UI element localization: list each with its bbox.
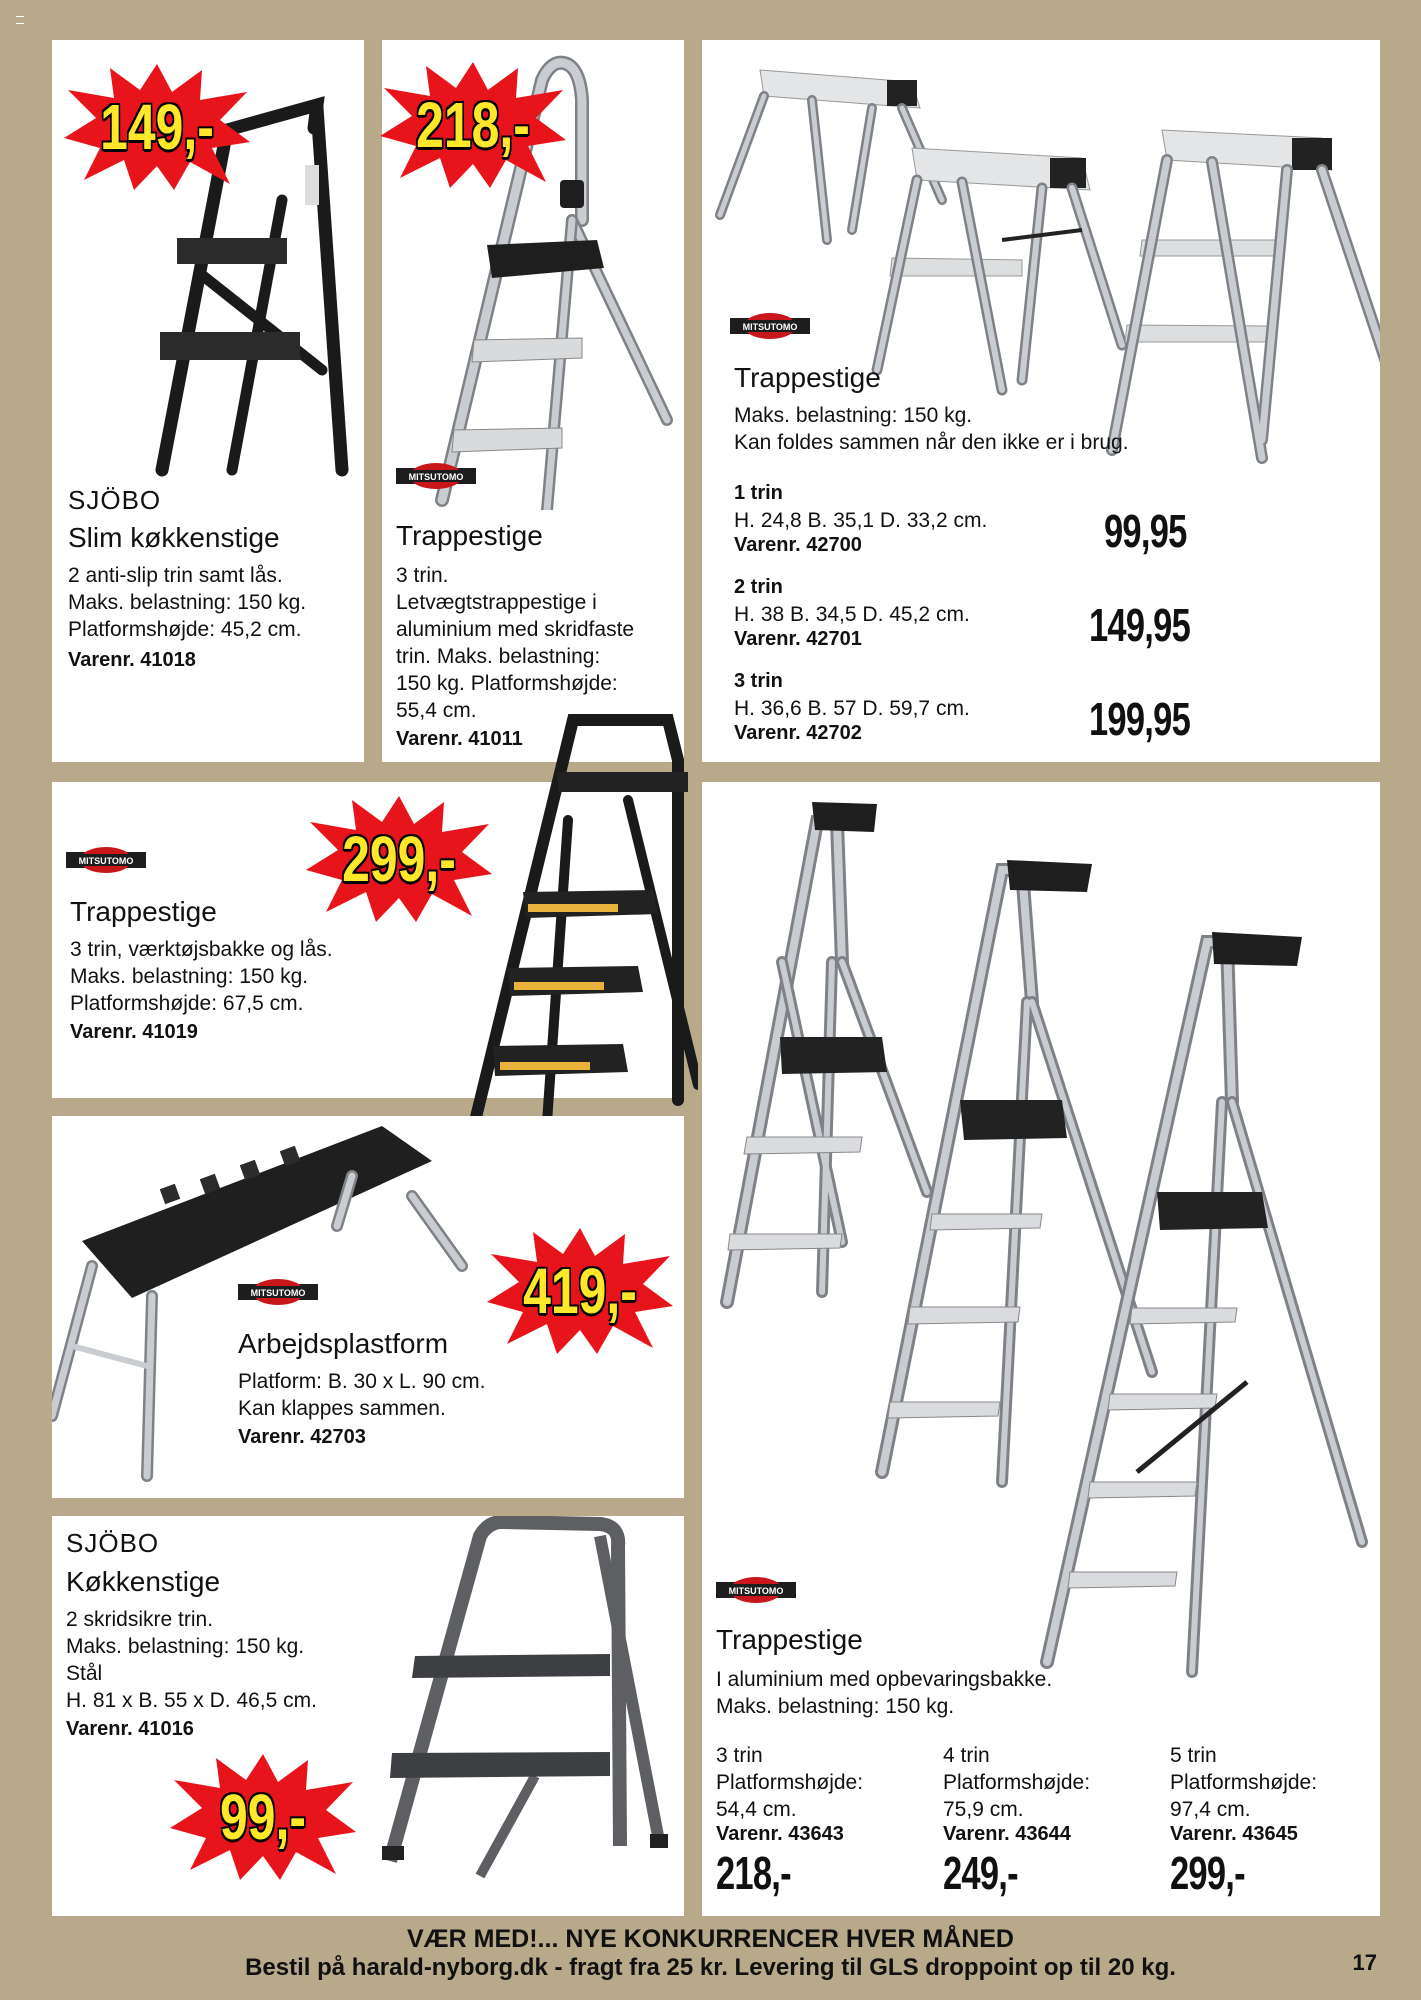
desc-line: Maks. belastning: 150 kg.: [66, 1635, 305, 1658]
variant-name: 2 trin: [734, 576, 783, 598]
svg-text:MITSUTOMO: MITSUTOMO: [742, 322, 798, 332]
desc-line: Letvægtstrappestige i: [396, 591, 597, 614]
variant-label: Platformshøjde:: [716, 1771, 864, 1794]
desc-line: Maks. belastning: 150 kg.: [734, 404, 973, 427]
mitsutomo-logo: [730, 308, 810, 347]
variant-3-trin: [734, 668, 1354, 758]
price: 299,-: [342, 823, 456, 895]
desc-line: trin. Maks. belastning:: [396, 645, 601, 668]
svg-text:MITSUTOMO: MITSUTOMO: [250, 1288, 306, 1298]
ladder-images-alu: [702, 782, 1380, 1682]
product-title: Køkkenstige: [66, 1566, 221, 1597]
brand-sjobo: SJÖBO: [66, 1528, 160, 1558]
item-number: Varenr. 42703: [238, 1426, 366, 1448]
product-description: [716, 1666, 1052, 1720]
price-burst-tool: [304, 794, 494, 924]
price: 149,95: [1089, 599, 1191, 651]
item-number: Varenr. 42701: [734, 628, 862, 650]
desc-line: 3 trin.: [396, 564, 449, 587]
product-panel-stool: [702, 40, 1380, 762]
price: 149,-: [100, 91, 214, 163]
desc-line: Platform: B. 30 x L. 90 cm.: [238, 1370, 486, 1393]
product-title: Trappestige: [396, 520, 543, 551]
ladder-image-tool: [448, 700, 698, 1180]
item-number: Varenr. 41016: [66, 1718, 194, 1740]
item-number: Varenr. 41018: [68, 649, 196, 671]
variant-3-trin: [716, 1742, 926, 1900]
variant-name: 5 trin: [1170, 1744, 1217, 1767]
product-title: Trappestige: [70, 896, 217, 927]
variant-name: 4 trin: [943, 1744, 990, 1767]
variant-dims: H. 36,6 B. 57 D. 59,7 cm.: [734, 697, 970, 720]
variant-name: 1 trin: [734, 482, 783, 504]
product-title: Slim køkkenstige: [68, 522, 280, 553]
ladder-image-kitchen: [370, 1516, 670, 1896]
price: 249,-: [943, 1847, 1018, 1899]
desc-line: Maks. belastning: 150 kg.: [68, 591, 307, 614]
product-description: [734, 402, 1129, 456]
product-description: [68, 562, 306, 674]
svg-text:MITSUTOMO: MITSUTOMO: [728, 1586, 784, 1596]
price: 218,-: [416, 89, 530, 161]
item-number: Varenr. 42700: [734, 534, 862, 556]
desc-line: 3 trin, værktøjsbakke og lås.: [70, 938, 333, 961]
desc-line: 55,4 cm.: [396, 699, 477, 722]
price-burst-trappe3: [378, 60, 568, 190]
variant-label: Platformshøjde:: [943, 1771, 1091, 1794]
product-title: Arbejdsplastform: [238, 1328, 449, 1359]
desc-line: Maks. belastning: 150 kg.: [70, 965, 309, 988]
variant-height: 97,4 cm.: [1170, 1798, 1251, 1821]
item-number: Varenr. 42702: [734, 722, 862, 744]
variant-4-trin: [943, 1742, 1153, 1900]
page-number: 17: [1352, 1950, 1377, 1975]
item-number: Varenr. 43645: [1170, 1823, 1298, 1845]
price: 199,95: [1089, 693, 1191, 745]
variant-1-trin: [734, 480, 1354, 570]
variant-dims: H. 24,8 B. 35,1 D. 33,2 cm.: [734, 509, 988, 532]
desc-line: aluminium med skridfaste: [396, 618, 635, 641]
desc-line: 2 skridsikre trin.: [66, 1608, 214, 1631]
item-number: Varenr. 41011: [396, 728, 523, 750]
svg-text:MITSUTOMO: MITSUTOMO: [78, 856, 134, 866]
price-burst-kitchen: [168, 1752, 358, 1882]
product-panel-kitchen: [52, 1516, 684, 1916]
footer-shipping-info: Bestil på harald-nyborg.dk - fragt fra 25 kr. Levering til GLS droppoint op til 20 kg.: [245, 1954, 1176, 1981]
price: 419,-: [523, 1255, 637, 1327]
desc-line: Platformshøjde: 45,2 cm.: [68, 618, 302, 641]
variant-name: 3 trin: [716, 1744, 763, 1767]
product-panel-alu: [702, 782, 1380, 1916]
product-description: [70, 936, 333, 1046]
price: 299,-: [1170, 1847, 1245, 1899]
desc-line: H. 81 x B. 55 x D. 46,5 cm.: [66, 1689, 317, 1712]
desc-line: Kan foldes sammen når den ikke er i brug.: [734, 431, 1129, 454]
variant-2-trin: [734, 574, 1354, 664]
price: 99,-: [219, 1781, 307, 1853]
mitsutomo-logo: [66, 842, 146, 881]
item-number: Varenr. 43643: [716, 1823, 844, 1845]
product-title: Trappestige: [716, 1624, 863, 1655]
desc-line: Platformshøjde: 67,5 cm.: [70, 992, 304, 1015]
mitsutomo-logo: [716, 1572, 796, 1611]
desc-line: I aluminium med opbevaringsbakke.: [716, 1668, 1053, 1691]
price-burst-slim: [62, 62, 252, 192]
variant-name: 3 trin: [734, 670, 783, 692]
variant-height: 75,9 cm.: [943, 1798, 1024, 1821]
variant-label: Platformshøjde:: [1170, 1771, 1318, 1794]
item-number: Varenr. 43644: [943, 1823, 1071, 1845]
mitsutomo-logo: [238, 1274, 318, 1313]
desc-line: Stål: [66, 1662, 103, 1685]
desc-line: Kan klappes sammen.: [238, 1397, 446, 1420]
desc-line: 2 anti-slip trin samt lås.: [68, 564, 283, 587]
price: 218,-: [716, 1847, 791, 1899]
variant-5-trin: [1170, 1742, 1380, 1900]
price: 99,95: [1104, 505, 1187, 557]
variant-height: 54,4 cm.: [716, 1798, 797, 1821]
corner-mark: [16, 16, 24, 24]
desc-line: 150 kg. Platformshøjde:: [396, 672, 618, 695]
variant-dims: H. 38 B. 34,5 D. 45,2 cm.: [734, 603, 970, 626]
product-description: [238, 1368, 485, 1451]
brand-sjobo: SJÖBO: [68, 485, 162, 515]
svg-text:MITSUTOMO: MITSUTOMO: [408, 472, 464, 482]
desc-line: Maks. belastning: 150 kg.: [716, 1695, 955, 1718]
footer-headline: VÆR MED!... NYE KONKURRENCER HVER MÅNED: [407, 1925, 1014, 1953]
mitsutomo-logo: [396, 458, 476, 497]
price-burst-platform: [485, 1226, 675, 1356]
product-title: Trappestige: [734, 362, 881, 393]
product-description: [66, 1606, 317, 1743]
item-number: Varenr. 41019: [70, 1021, 198, 1043]
